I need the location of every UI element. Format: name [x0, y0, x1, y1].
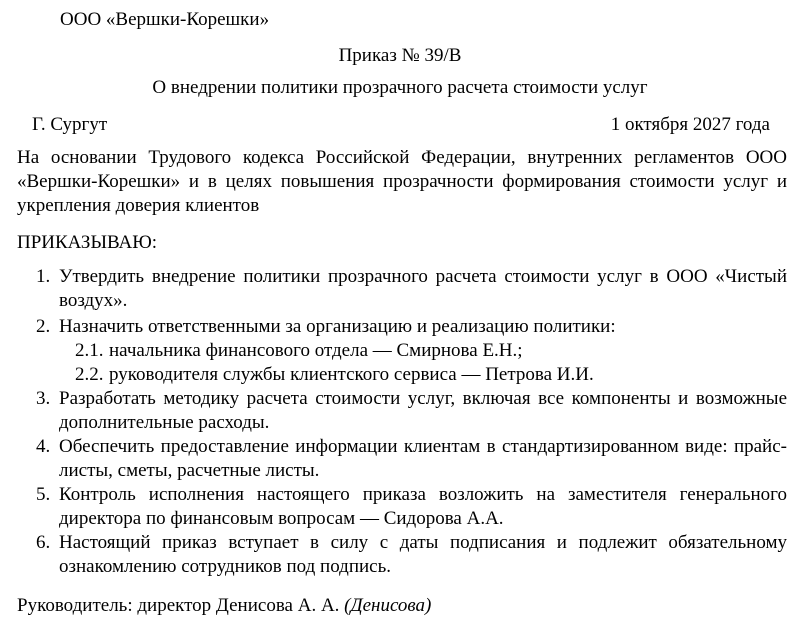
- item-number: 4.: [36, 436, 51, 457]
- order-subitem-2-1: [17, 339, 787, 363]
- item-number: 5.: [36, 484, 51, 505]
- item-number: 6.: [36, 532, 51, 553]
- city: Г. Сургут: [32, 114, 108, 135]
- item-number: 1.: [36, 266, 51, 287]
- order-date: 1 октября 2027 года: [610, 114, 770, 135]
- subitem-text: начальника финансового отдела — Смирнова Е.Н.;: [109, 340, 523, 361]
- subitem-text: руководителя службы клиентского сервиса — Петрова И.И.: [109, 364, 594, 385]
- item-text: Разработать методику расчета стоимости услуг, включая все компоненты и возможные дополнительные расходы.: [59, 388, 787, 433]
- order-item-4: [17, 435, 787, 483]
- item-text: Утвердить внедрение политики прозрачного расчета стоимости услуг в ООО «Чистый воздух».: [59, 266, 787, 311]
- order-item-5: [17, 483, 787, 531]
- order-title: Приказ № 39/В: [338, 45, 462, 66]
- subitem-number: 2.1.: [75, 340, 104, 361]
- item-text: Контроль исполнения настоящего приказа возложить на заместителя генерального директора по финансовым вопросам — Сидорова А.А.: [59, 484, 787, 529]
- item-number: 2.: [36, 316, 51, 337]
- item-number: 3.: [36, 388, 51, 409]
- item-text: Назначить ответственными за организацию и реализацию политики:: [59, 316, 616, 337]
- order-subitem-2-2: [17, 363, 787, 387]
- signature-name: (Денисова): [344, 595, 432, 616]
- signature-label: Руководитель: директор Денисова А. А.: [17, 595, 340, 616]
- subitem-number: 2.2.: [75, 364, 104, 385]
- order-item-3: [17, 387, 787, 435]
- organization-name: ООО «Вершки-Корешки»: [60, 9, 270, 30]
- item-text: Обеспечить предоставление информации клиентам в стандартизированном виде: прайс-листы, сметы, расчетные листы.: [59, 436, 787, 481]
- order-item-2: [17, 315, 787, 339]
- order-item-6: [17, 531, 787, 579]
- order-subject: О внедрении политики прозрачного расчета стоимости услуг: [152, 77, 648, 98]
- item-text: Настоящий приказ вступает в силу с даты подписания и подлежит обязательному ознакомлению сотрудников под подпись.: [59, 532, 787, 577]
- order-items: [17, 265, 787, 579]
- preamble: На основании Трудового кодекса Российской Федерации, внутренних регламентов ООО «Вершки-Корешки» и в целях повышения прозрачности формирования стоимости услуг и укрепления доверия клиентов: [17, 147, 787, 216]
- order-item-1: [17, 265, 787, 313]
- order-word: ПРИКАЗЫВАЮ:: [17, 232, 158, 253]
- signature-line: [17, 594, 431, 618]
